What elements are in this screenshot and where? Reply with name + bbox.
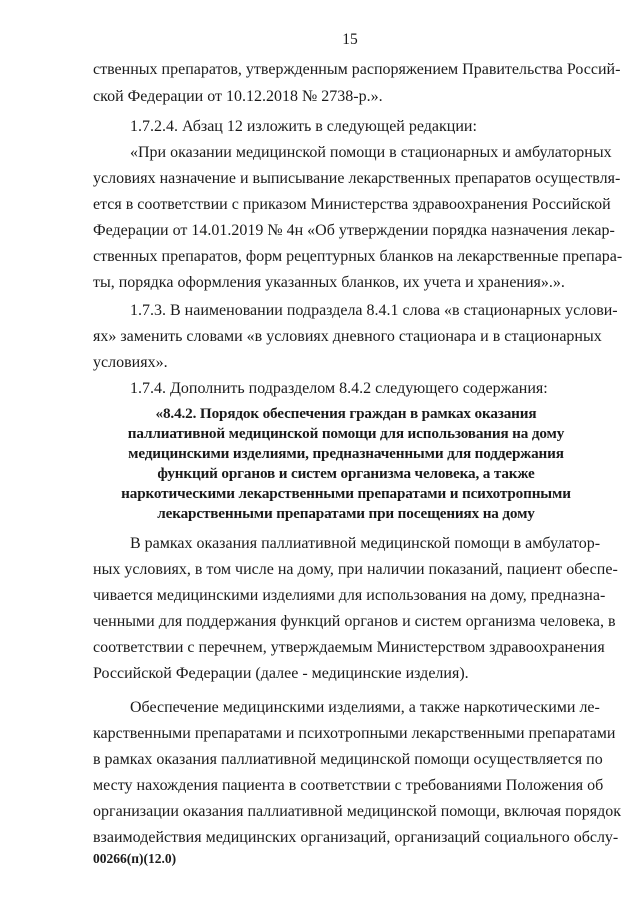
text-line: ственных препаратов, утвержденным распоряжением Правительства Россий- (93, 61, 621, 78)
text-line: чивается медицинскими изделиями для использования на дому, предназна- (93, 587, 606, 604)
text-line: ской Федерации от 10.12.2018 № 2738-р.». (93, 88, 383, 105)
document-code: 00266(п)(12.0) (93, 851, 177, 866)
text-line: в рамках оказания паллиативной медицинской помощи осуществляется по (93, 751, 603, 768)
text-line: В рамках оказания паллиативной медицинской помощи в амбулатор- (130, 535, 601, 552)
text-line: «При оказании медицинской помощи в стационарных и амбулаторных (130, 144, 612, 161)
text-line: ты, порядка оформления указанных бланков, их учета и хранения».». (93, 274, 565, 291)
text-line: Федерации от 14.01.2019 № 4н «Об утверждении порядка назначения лекар- (93, 222, 615, 239)
text-line: 1.7.4. Дополнить подразделом 8.4.2 следующего содержания: (130, 380, 548, 397)
text-line: месту нахождения пациента в соответствии с требованиями Положения об (93, 777, 604, 794)
text-line: ях» заменить словами «в условиях дневного стационара и в стационарных (93, 328, 602, 345)
text-line: карственными препаратами и психотропными лекарственными препаратами (93, 725, 616, 742)
text-line: 1.7.3. В наименовании подраздела 8.4.1 слова «в стационарных услови- (130, 302, 618, 319)
text-line: условиях». (93, 354, 168, 371)
section-heading-line: наркотическими лекарственными препаратами и психотропными (121, 485, 571, 502)
text-line: условиях назначение и выписывание лекарственных препаратов осуществля- (93, 170, 621, 187)
text-line: организации оказания паллиативной медицинской помощи, включая порядок (93, 803, 621, 820)
text-line: Российской Федерации (далее - медицинские изделия). (93, 665, 469, 682)
text-line: 1.7.2.4. Абзац 12 изложить в следующей редакции: (130, 118, 477, 135)
page-number: 15 (342, 31, 358, 48)
section-heading-line: медицинскими изделиями, предназначенными для поддержания (128, 445, 564, 462)
section-heading-line: функций органов и систем организма человека, а также (157, 465, 535, 482)
text-line: ственных препаратов, форм рецептурных бланков на лекарственные препара- (93, 248, 623, 265)
section-heading-line: лекарственными препаратами при посещениях на дому (157, 505, 535, 522)
text-line: ется в соответствии с приказом Министерства здравоохранения Российской (93, 196, 611, 213)
section-heading-line: «8.4.2. Порядок обеспечения граждан в рамках оказания (155, 405, 537, 422)
text-line: Обеспечение медицинскими изделиями, а также наркотическими ле- (130, 699, 600, 716)
text-line: ченными для поддержания функций органов и систем организма человека, в (93, 613, 616, 630)
text-line: взаимодействия медицинских организаций, организаций социального обслу- (93, 829, 619, 846)
section-heading-line: паллиативной медицинской помощи для использования на дому (127, 425, 565, 442)
text-line: соответствии с перечнем, утверждаемым Министерством здравоохранения (93, 639, 605, 656)
text-line: ных условиях, в том числе на дому, при наличии показаний, пациент обеспе- (93, 561, 618, 578)
